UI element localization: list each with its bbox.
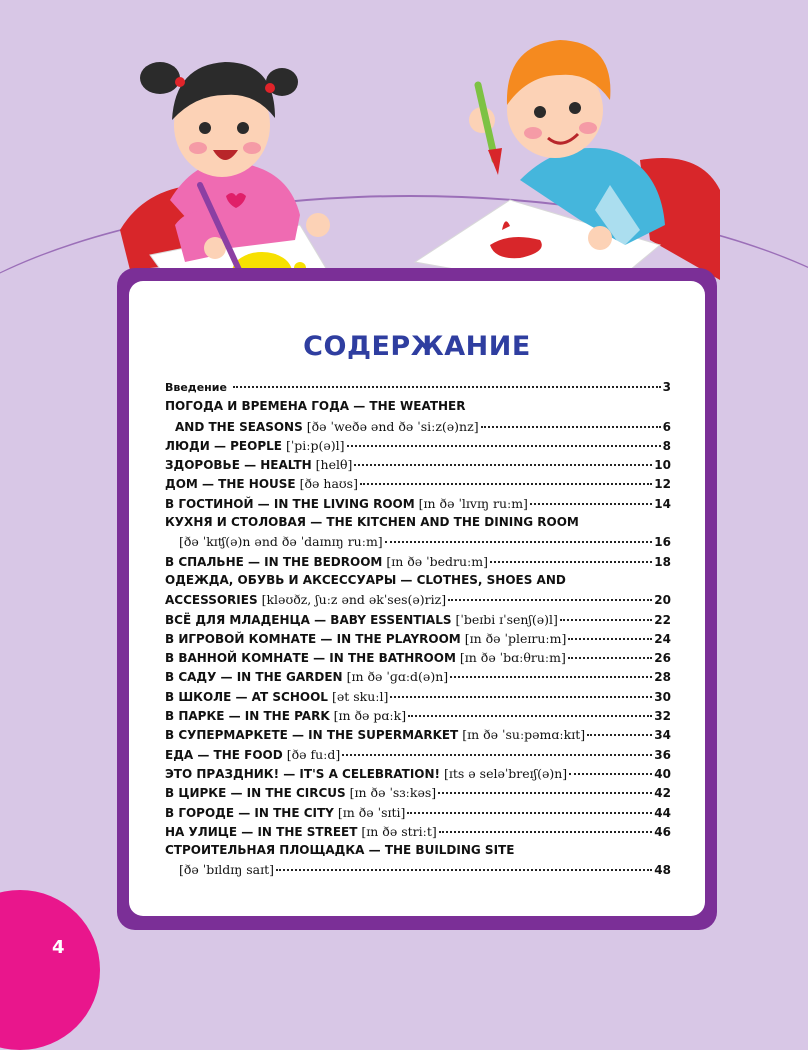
toc-entry-page: 3 (662, 380, 671, 394)
toc-entry (165, 783, 671, 802)
toc-entry (165, 629, 671, 648)
dot-leader (450, 675, 652, 678)
dot-leader (568, 656, 652, 659)
toc-entry (165, 803, 671, 822)
toc-entry-page: 8 (662, 438, 671, 453)
toc-entry-page: 36 (654, 747, 671, 762)
toc-entry-title: ЗДОРОВЬЕ — HEALTH (165, 458, 312, 473)
toc-entry-page: 34 (654, 728, 671, 743)
toc-entry-page: 48 (654, 863, 671, 878)
toc-entry-title: СТРОИТЕЛЬНАЯ ПЛОЩАДКА — THE BUILDING SITE (165, 843, 515, 858)
toc-entry (165, 706, 671, 725)
page-number: 4 (52, 937, 65, 958)
toc-entry (165, 455, 671, 474)
dot-leader (347, 444, 661, 447)
toc-entry-page: 14 (654, 496, 671, 511)
toc-entry-title: В ГОСТИНОЙ — IN THE LIVING ROOM (165, 496, 415, 511)
toc-entry-title: ЕДА — THE FOOD (165, 747, 283, 762)
toc-entry (165, 436, 671, 455)
toc-entry-title: ОДЕЖДА, ОБУВЬ И АКСЕССУАРЫ — CLOTHES, SHOES AND (165, 572, 566, 587)
toc-entry-title: В СУПЕРМАРКЕТЕ — IN THE SUPERMARKET (165, 728, 459, 743)
toc-entry-title: ПОГОДА И ВРЕМЕНА ГОДА — THE WEATHER (165, 399, 466, 414)
toc-entry-page: 40 (654, 766, 671, 781)
toc-entry-transcription: [ðə haʊs] (299, 476, 358, 492)
toc-entry-page: 32 (654, 709, 671, 724)
toc-entry-title: В ЦИРКЕ — IN THE CIRCUS (165, 786, 346, 801)
toc-entry-title: ACCESSORIES (165, 593, 258, 608)
dot-leader (439, 830, 653, 833)
toc-entry (165, 397, 671, 416)
toc-entry-page: 16 (654, 535, 671, 550)
toc-entry-transcription: [ˈbeɪbi ɪˈsenʃ(ə)l] (455, 611, 558, 627)
dot-leader (390, 695, 652, 698)
toc-entry-transcription: [ðə ˈweðə ənd ðə ˈsiːz(ə)nz] (306, 418, 479, 434)
toc-entry-transcription: [ɪn ðə ˈsɜːkəs] (349, 785, 437, 801)
dot-leader (233, 385, 661, 388)
toc-entry-title: КУХНЯ И СТОЛОВАЯ — THE KITCHEN AND THE DINING ROOM (165, 515, 579, 530)
toc-entry-title: ДОМ — THE HOUSE (165, 477, 296, 492)
toc-entry (165, 532, 671, 551)
toc-entry-transcription: [ɪn ðə ˈlɪvɪŋ ruːm] (418, 495, 528, 511)
dot-leader (481, 425, 661, 428)
toc-entry-title: В СПАЛЬНЕ — IN THE BEDROOM (165, 554, 383, 569)
toc-entry (165, 590, 671, 609)
dot-leader (360, 482, 652, 485)
toc-entry-transcription: [kləʊðz, ʃuːz ənd əkˈses(ə)riz] (261, 592, 447, 608)
toc-entry-page: 18 (654, 554, 671, 569)
page-number-badge (0, 890, 100, 1050)
toc-entry-page: 20 (654, 593, 671, 608)
toc-entry-title: В ВАННОЙ КОМНАТЕ — IN THE BATHROOM (165, 651, 456, 666)
toc-entry-page: 22 (654, 612, 671, 627)
toc-entry (165, 571, 671, 590)
toc-entry-title: ВСЁ ДЛЯ МЛАДЕНЦА — BABY ESSENTIALS (165, 612, 452, 627)
toc-entry-transcription: [ət skuːl] (331, 688, 389, 704)
toc-entry-page: 10 (654, 458, 671, 473)
toc-entry (165, 687, 671, 706)
toc-entry (165, 474, 671, 493)
toc-entry-transcription: [ɪn ðə ˈbɑːθruːm] (459, 650, 566, 666)
toc-entry (165, 860, 671, 879)
dot-leader (407, 811, 652, 814)
dot-leader (385, 540, 653, 543)
dot-leader (276, 868, 652, 871)
toc-entry-title: В ШКОЛЕ — AT SCHOOL (165, 689, 328, 704)
contents-frame (117, 268, 717, 930)
toc-entry-page: 24 (654, 631, 671, 646)
toc-entry-page: 12 (654, 477, 671, 492)
toc-entry-transcription: [helθ] (315, 457, 353, 473)
toc-entry-transcription: [ɪn ðə ˈpleɪruːm] (464, 630, 567, 646)
toc-entry-transcription: [ɪts ə seləˈbreɪʃ(ə)n] (444, 765, 568, 781)
toc-entry-page: 26 (654, 651, 671, 666)
toc-entry-page: 46 (654, 824, 671, 839)
toc-entry-page: 6 (662, 419, 671, 434)
dot-leader (438, 791, 652, 794)
toc-entry (165, 610, 671, 629)
toc-entry (165, 764, 671, 783)
toc-entry (165, 725, 671, 744)
toc-entry-transcription: [ɪn ðə ˈsuːpəmɑːkɪt] (462, 727, 586, 743)
dot-leader (448, 598, 652, 601)
toc-entry (165, 745, 671, 764)
toc-entry-title: ЛЮДИ — PEOPLE (165, 438, 282, 453)
children-drawing-illustration (0, 0, 808, 300)
dot-leader (408, 714, 652, 717)
dot-leader (560, 618, 652, 621)
toc-entry-transcription: [ɪn ðə ˈsɪti] (337, 804, 406, 820)
toc-entry-title: AND THE SEASONS (175, 419, 303, 434)
dot-leader (530, 502, 652, 505)
dot-leader (342, 753, 652, 756)
toc-entry-transcription: [ðə ˈkɪʧ(ə)n ənd ðə ˈdaɪnɪŋ ruːm] (179, 534, 383, 550)
toc-entry-transcription: [ðə ˈbɪldɪŋ saɪt] (179, 862, 274, 878)
toc-entry-transcription: [ˈpiːp(ə)l] (285, 437, 345, 453)
toc-entry (165, 417, 671, 436)
toc-entry (165, 648, 671, 667)
dot-leader (354, 463, 652, 466)
toc-entry-title: В ИГРОВОЙ КОМНАТЕ — IN THE PLAYROOM (165, 631, 461, 646)
toc-entry (165, 552, 671, 571)
toc-entry-title: В САДУ — IN THE GARDEN (165, 670, 343, 685)
dot-leader (568, 637, 652, 640)
toc-entry-page: 30 (654, 689, 671, 704)
toc-entry (165, 378, 671, 397)
toc-entry-transcription: [ðə fuːd] (286, 746, 341, 762)
toc-entry-page: 28 (654, 670, 671, 685)
dot-leader (569, 772, 652, 775)
toc-entry-transcription: [ɪn ðə pɑːk] (333, 708, 407, 724)
dot-leader (490, 560, 652, 563)
toc-entry-page: 42 (654, 786, 671, 801)
toc-entry (165, 667, 671, 686)
toc-entry-title: НА УЛИЦЕ — IN THE STREET (165, 824, 358, 839)
toc-entry-title: В ГОРОДЕ — IN THE CITY (165, 805, 334, 820)
toc-entry-title: ЭТО ПРАЗДНИК! — IT'S A CELEBRATION! (165, 766, 440, 781)
toc-entry-transcription: [ɪn ðə ˈɡɑːd(ə)n] (346, 669, 449, 685)
toc-entry (165, 494, 671, 513)
toc-entry (165, 841, 671, 860)
toc-entry-transcription: [ɪn ðə striːt] (361, 823, 437, 839)
toc-entry-page: 44 (654, 805, 671, 820)
contents-heading: СОДЕРЖАНИЕ (303, 331, 531, 362)
contents-panel (129, 281, 705, 916)
toc-entry (165, 822, 671, 841)
toc-entry-title: Введение (165, 381, 227, 394)
dot-leader (587, 733, 652, 736)
toc-entry-title: В ПАРКЕ — IN THE PARK (165, 709, 330, 724)
table-of-contents (165, 378, 671, 880)
toc-entry-transcription: [ɪn ðə ˈbedruːm] (386, 553, 488, 569)
toc-entry (165, 513, 671, 532)
